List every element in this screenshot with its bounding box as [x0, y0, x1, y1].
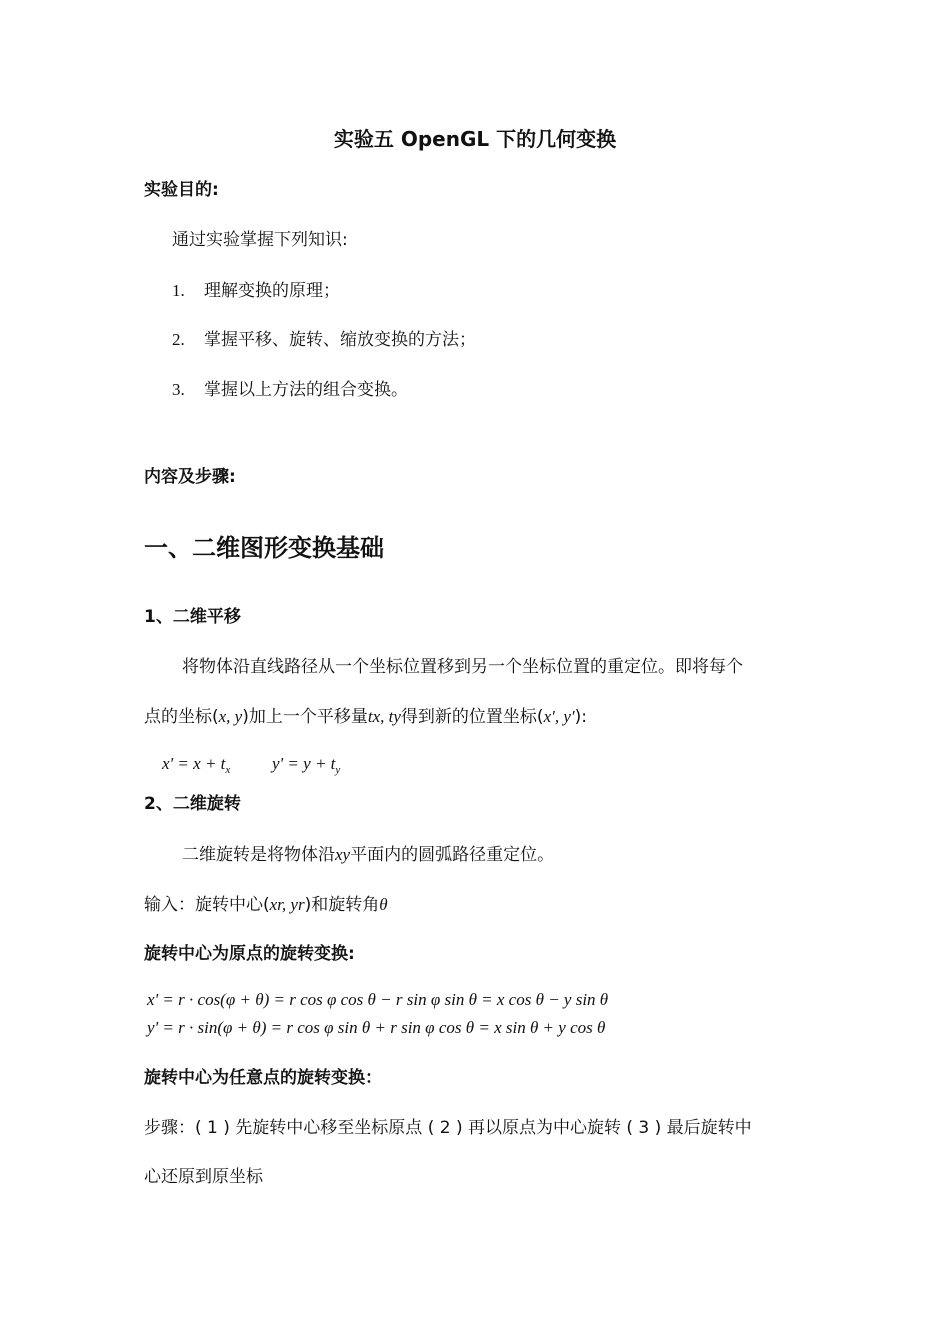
section1-heading: 一、二维图形变换基础: [144, 534, 384, 562]
rotation-formula-1: x' = r · cos(φ + θ) = r cos φ cos θ − r sin φ sin θ = x cos θ − y sin θ: [147, 990, 609, 1009]
list-item-text: 理解变换的原理；: [204, 281, 340, 301]
math-xy-prime: x′, y′: [543, 707, 575, 726]
text-run: )加上一个平移量: [242, 707, 368, 727]
list-number: 1.: [172, 281, 185, 300]
formula-text: y' = y + t: [272, 754, 336, 773]
rotation-formula-2: y' = r · sin(φ + θ) = r cos φ sin θ + r sin φ cos θ = x sin θ + y cos θ: [147, 1018, 606, 1037]
page-title: 实验五 OpenGL 下的几何变换: [333, 127, 617, 151]
list-item-text: 掌握平移、旋转、缩放变换的方法；: [204, 330, 476, 350]
translation-formula-y: [272, 754, 341, 776]
formula-subscript: x: [225, 764, 231, 776]
purpose-heading: 实验目的:: [144, 180, 219, 200]
rotation-para: [182, 846, 554, 864]
text-run: 输入：旋转中心(: [144, 895, 270, 915]
translation-para-line1: 将物体沿直线路径从一个坐标位置移到另一个坐标位置的重定位。即将每个: [182, 657, 743, 677]
rotation-arbitrary-heading: 旋转中心为任意点的旋转变换：: [144, 1068, 382, 1088]
list-number: 2.: [172, 330, 185, 349]
text-run: 二维旋转是将物体沿: [182, 845, 335, 865]
text-run: ):: [574, 707, 587, 727]
purpose-item-2: [172, 331, 476, 349]
text-run: 平面内的圆弧路径重定位。: [350, 845, 555, 865]
purpose-intro: 通过实验掌握下列知识:: [172, 230, 348, 250]
text-run: )和旋转角: [304, 895, 380, 915]
rotation-steps-line2: 心还原到原坐标: [144, 1167, 263, 1187]
math-xr-yr: xr, yr: [269, 895, 305, 914]
formula-text: x' = x + t: [162, 754, 226, 773]
math-txty: tx, ty: [367, 707, 401, 726]
rotation-input: [144, 896, 388, 914]
list-number: 3.: [172, 380, 185, 399]
translation-para-line2: [144, 708, 587, 726]
text-run: 点的坐标(: [144, 707, 219, 727]
rotation-origin-heading: 旋转中心为原点的旋转变换:: [144, 944, 355, 964]
content-heading: 内容及步骤:: [144, 467, 236, 487]
rotation-heading: 2、二维旋转: [144, 794, 241, 814]
rotation-steps-line1: 步骤：( 1 ) 先旋转中心移至坐标原点 ( 2 ) 再以原点为中心旋转 ( 3 ) 最后旋转中: [144, 1118, 752, 1138]
translation-formula-x: [162, 754, 231, 776]
translation-heading: 1、二维平移: [144, 607, 241, 627]
purpose-item-3: [172, 381, 408, 399]
math-xy: x, y: [218, 707, 243, 726]
text-run: 得到新的位置坐标(: [400, 707, 544, 727]
purpose-item-1: [172, 282, 340, 300]
formula-subscript: y: [335, 764, 341, 776]
math-theta: θ: [379, 895, 388, 914]
list-item-text: 掌握以上方法的组合变换。: [204, 380, 408, 400]
math-xy: xy: [335, 845, 351, 864]
